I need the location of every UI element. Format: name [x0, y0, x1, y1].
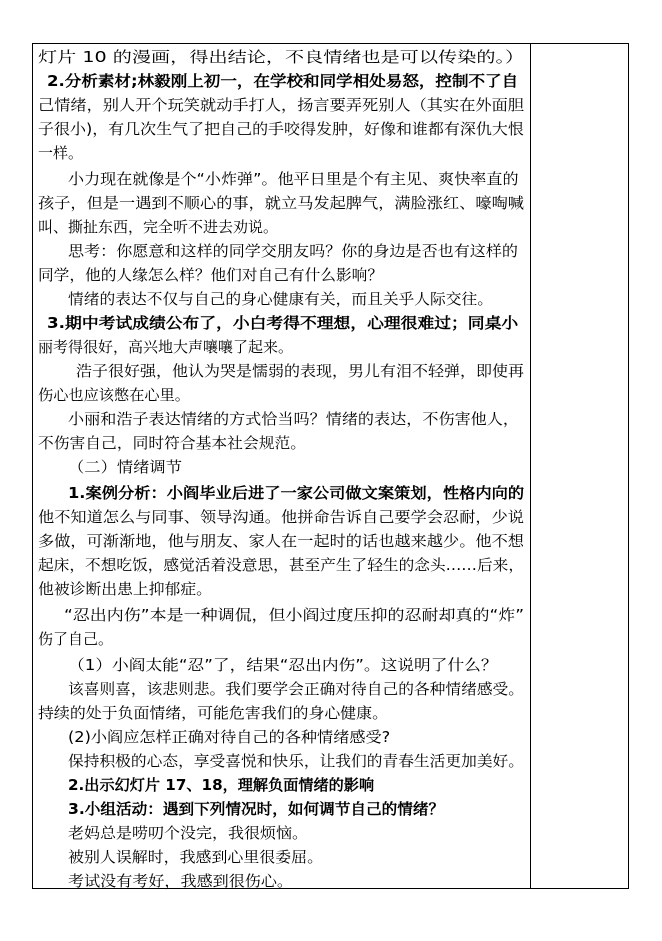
text-line: 叫、撕扯东西，完全听不进去劝说。	[38, 218, 279, 236]
text-line: 他被诊断出患上抑郁症。	[38, 580, 213, 598]
text-line: 情绪的表达不仅与自己的身心健康有关，而且关乎人际交往。	[68, 290, 494, 308]
text-line: 同学，他的人缘怎么样？他们对自己有什么影响？	[38, 266, 384, 284]
text-line: 浩子很好强，他认为哭是懦弱的表现，男儿有泪不轻弹，即使再	[76, 362, 525, 380]
text-line: 多做，可渐渐地，他与朋友、家人在一起时的话也越来越少。他不想	[38, 532, 525, 550]
question-line: （1）小阎太能“忍”了，结果“忍出内伤”。这说明了什么？	[68, 656, 498, 674]
text-line: 持续的处于负面情绪，可能危害我们的身心健康。	[38, 704, 389, 722]
text-line: 思考：你愿意和这样的同学交朋友吗？你的身边是否也有这样的	[68, 242, 519, 260]
list-item: 被别人误解时，我感到心里很委屈。	[68, 848, 324, 866]
text-line: 2.分析素材;林毅刚上初一，在学校和同学相处易怒，控制不了自	[47, 72, 519, 90]
list-item: 考试没有考好，我感到很伤心。	[68, 872, 294, 890]
text-line: 不伤害自己，同时符合基本社会规范。	[38, 434, 307, 452]
text-line: 伤心也应该憋在心里。	[38, 386, 191, 404]
column-divider	[530, 43, 531, 889]
question-line: (2)小阎应怎样正确对待自己的各种情绪感受?	[68, 728, 391, 746]
section-heading: （二）情绪调节	[68, 458, 183, 476]
text-line: 该喜则喜，该悲则悲。我们要学会正确对待自己的各种情绪感受。	[68, 680, 525, 698]
text-line: 己情绪，别人开个玩笑就动手打人，扬言要弄死别人（其实在外面胆	[38, 96, 525, 114]
text-line: 他不知道怎么与同事、领导沟通。他拼命告诉自己要学会忍耐，少说	[38, 508, 525, 526]
text-line: 子很小)，有几次生气了把自己的手咬得发肿，好像和谁都有深仇大恨	[38, 120, 524, 138]
text-line: 2.出示幻灯片 17、18，理解负面情绪的影响	[68, 776, 375, 794]
text-line: 3.期中考试成绩公布了，小白考得不理想，心理很难过；同桌小	[47, 314, 519, 332]
list-item: 老妈总是唠叨个没完，我很烦恼。	[68, 824, 309, 842]
text-line: 一样。	[38, 144, 84, 162]
text-line: 3.小组活动：遇到下列情况时，如何调节自己的情绪？	[68, 800, 445, 818]
text-line: 伤了自己。	[38, 630, 114, 648]
text-line: 小丽和浩子表达情绪的方式恰当吗？情绪的表达，不伤害他人，	[68, 410, 520, 428]
text-line: “忍出内伤”本是一种调侃，但小阎过度压抑的忍耐却真的“炸”	[64, 606, 525, 624]
text-line: 灯片 10 的漫画，得出结论，不良情绪也是可以传染的。）	[38, 48, 525, 66]
text-line: 丽考得很好，高兴地大声嚷嚷了起来。	[38, 338, 294, 356]
text-line: 保持积极的心态，享受喜悦和快乐，让我们的青春生活更加美好。	[68, 752, 525, 770]
text-line: 起床，不想吃饭，感觉活着没意思，甚至产生了轻生的念头……后来，	[38, 556, 525, 574]
text-line: 1.案例分析：小阎毕业后进了一家公司做文案策划，性格内向的	[68, 484, 525, 502]
text-line: 小力现在就像是个“小炸弹”。他平日里是个有主见、爽快率直的	[68, 170, 519, 188]
text-line: 孩子，但是一遇到不顺心的事，就立马发起脾气，满脸涨红、嚎啕喊	[38, 194, 525, 212]
